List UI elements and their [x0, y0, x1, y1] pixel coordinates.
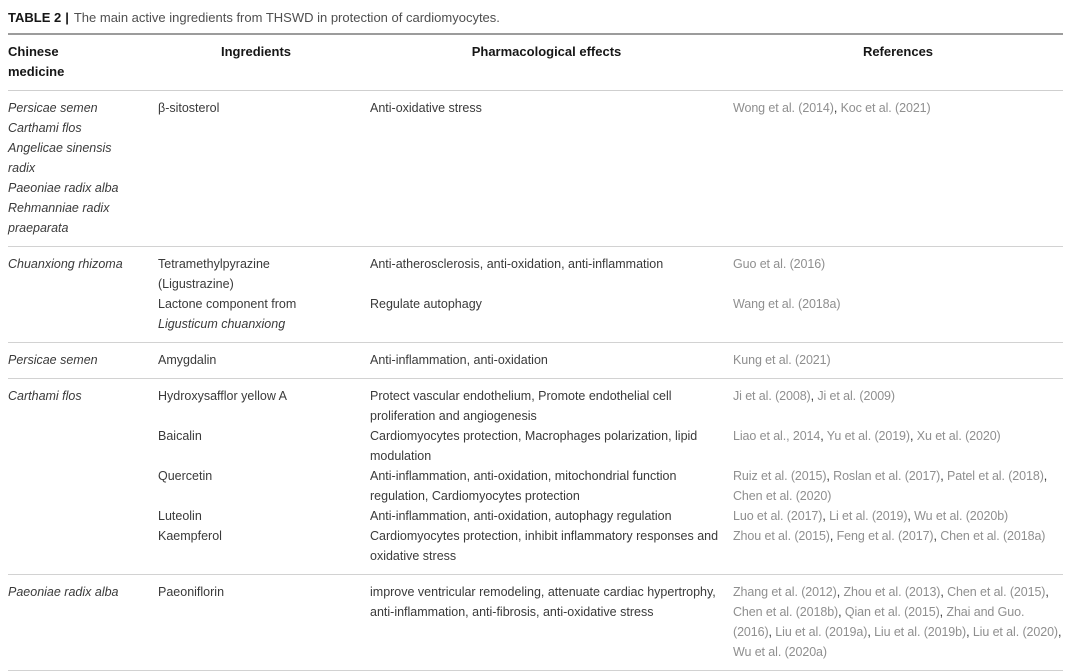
reference-link[interactable]: Zhou et al. (2015)	[733, 529, 830, 543]
reference-link[interactable]: Yu et al. (2019)	[826, 429, 910, 443]
chinese-medicine-name: Persicae semen	[8, 101, 98, 115]
column-header-references: References	[862, 44, 934, 59]
references-cell	[733, 426, 1063, 466]
ingredient-name-line: Tetramethylpyrazine	[158, 257, 270, 271]
reference-link[interactable]: Li et al. (2019)	[829, 509, 908, 523]
effects-cell: Anti-atherosclerosis, anti-oxidation, anti-inflammation	[370, 257, 664, 271]
ingredient-cell	[158, 294, 370, 334]
chinese-medicine-name: Carthami flos	[8, 389, 82, 403]
ingredient-entry	[158, 506, 1063, 526]
reference-link[interactable]: Zhou et al. (2013)	[843, 585, 941, 599]
ingredient-entries	[158, 98, 1063, 238]
chinese-medicine-cell	[8, 350, 158, 370]
ingredient-cell	[158, 426, 370, 466]
references-cell	[733, 98, 1063, 118]
ingredient-entry	[158, 466, 1063, 506]
table-body	[8, 91, 1063, 671]
references-cell	[733, 466, 1063, 506]
table-header-row	[8, 35, 1063, 91]
ingredient-name-line: Luteolin	[158, 509, 202, 523]
effects-cell: Cardiomyocytes protection, Macrophages polarization, lipid modulation	[370, 429, 698, 463]
ingredient-entries	[158, 386, 1063, 566]
reference-separator: ,	[822, 509, 830, 523]
ingredient-entry	[158, 294, 1063, 334]
effects-cell: Protect vascular endothelium, Promote endothelial cell proliferation and angiogenesis	[370, 389, 672, 423]
ingredient-name-line: Lactone component from	[158, 297, 297, 311]
effects-cell: Anti-oxidative stress	[370, 101, 482, 115]
reference-link[interactable]: Luo et al. (2017)	[733, 509, 823, 523]
reference-separator: ,	[1058, 625, 1062, 639]
ingredient-entry	[158, 98, 1063, 118]
references-cell	[733, 350, 1063, 370]
reference-link[interactable]: Wong et al. (2014)	[733, 101, 834, 115]
effects-cell: improve ventricular remodeling, attenuate cardiac hypertrophy, anti-inflammation, anti-fibrosis, anti-oxidative stress	[370, 585, 716, 619]
chinese-medicine-cell	[8, 254, 158, 334]
chinese-medicine-cell	[8, 582, 158, 662]
effects-cell: Regulate autophagy	[370, 297, 482, 311]
chinese-medicine-cell	[8, 386, 158, 566]
chinese-medicine-name: Chuanxiong rhizoma	[8, 257, 123, 271]
table-row	[8, 91, 1063, 247]
table-row	[8, 343, 1063, 379]
table-row	[8, 379, 1063, 575]
reference-separator: ,	[933, 529, 941, 543]
column-header-chinese-medicine-label: Chinese medicine	[8, 44, 65, 79]
reference-separator: ,	[836, 585, 844, 599]
reference-separator: ,	[829, 529, 837, 543]
reference-link[interactable]: Zhai and Guo. (2016)	[733, 605, 1025, 639]
ingredient-name-line: Ligusticum chuanxiong	[158, 317, 286, 331]
reference-link[interactable]: Qian et al. (2015)	[844, 605, 940, 619]
reference-link[interactable]: Chen et al. (2018a)	[940, 529, 1046, 543]
reference-link[interactable]: Guo et al. (2016)	[733, 257, 826, 271]
reference-separator: ,	[833, 101, 841, 115]
ingredient-entry	[158, 582, 1063, 662]
ingredient-entry	[158, 350, 1063, 370]
reference-link[interactable]: Wang et al. (2018a)	[733, 297, 841, 311]
reference-separator: ,	[810, 389, 818, 403]
effects-cell: Anti-inflammation, anti-oxidation	[370, 353, 548, 367]
reference-link[interactable]: Liu et al. (2019b)	[874, 625, 967, 639]
ingredient-name-line: Hydroxysafflor yellow A	[158, 389, 287, 403]
chinese-medicine-name: Rehmanniae radix praeparata	[8, 201, 110, 235]
ingredient-name-line: Quercetin	[158, 469, 213, 483]
ingredient-cell	[158, 386, 370, 426]
ingredient-cell	[158, 350, 370, 370]
reference-link[interactable]: Liu et al. (2019a)	[775, 625, 868, 639]
ingredient-name-line: Baicalin	[158, 429, 202, 443]
ingredient-entries	[158, 254, 1063, 334]
ingredient-cell	[158, 254, 370, 294]
chinese-medicine-name: Angelicae sinensis radix	[8, 141, 112, 175]
reference-separator: ,	[909, 429, 917, 443]
chinese-medicine-name: Paeoniae radix alba	[8, 181, 119, 195]
reference-link[interactable]: Wu et al. (2020a)	[733, 645, 827, 659]
reference-link[interactable]: Xu et al. (2020)	[916, 429, 1001, 443]
reference-separator: ,	[1045, 585, 1049, 599]
references-cell	[733, 386, 1063, 426]
ingredient-name-line: Paeoniflorin	[158, 585, 225, 599]
table-row	[8, 247, 1063, 343]
reference-link[interactable]: Ruiz et al. (2015)	[733, 469, 827, 483]
reference-separator: ,	[1043, 469, 1048, 483]
references-cell	[733, 254, 1063, 294]
references-cell	[733, 294, 1063, 334]
reference-link[interactable]: Kung et al. (2021)	[733, 353, 831, 367]
column-header-ingredients: Ingredients	[220, 44, 292, 59]
references-cell	[733, 582, 1063, 662]
reference-separator: ,	[966, 625, 973, 639]
ingredient-entry	[158, 254, 1063, 294]
ingredient-cell	[158, 98, 370, 118]
reference-link[interactable]: Chen et al. (2015)	[947, 585, 1046, 599]
ingredient-name-line: β-sitosterol	[158, 101, 220, 115]
caption-separator-bar: |	[65, 10, 69, 25]
ingredient-entries	[158, 350, 1063, 370]
reference-link[interactable]: Koc et al. (2021)	[840, 101, 931, 115]
ingredient-cell	[158, 466, 370, 506]
ingredient-entry	[158, 526, 1063, 566]
reference-link[interactable]: Ji et al. (2009)	[817, 389, 895, 403]
ingredient-entry	[158, 386, 1063, 426]
reference-link[interactable]: Wu et al. (2020b)	[914, 509, 1009, 523]
reference-link[interactable]: Ji et al. (2008)	[733, 389, 811, 403]
reference-separator: ,	[940, 585, 948, 599]
table-row	[8, 575, 1063, 671]
chinese-medicine-cell	[8, 98, 158, 238]
reference-link[interactable]: Chen et al. (2020)	[733, 489, 832, 503]
ingredient-name-line: Amygdalin	[158, 353, 217, 367]
column-header-pharmacological-effects: Pharmacological effects	[471, 44, 622, 59]
reference-separator: ,	[838, 605, 845, 619]
column-header-chinese-medicine	[8, 42, 158, 82]
effects-cell: Cardiomyocytes protection, inhibit inflammatory responses and oxidative stress	[370, 529, 719, 563]
reference-link[interactable]: Roslan et al. (2017)	[833, 469, 941, 483]
references-cell	[733, 506, 1063, 526]
ingredient-name-line: Kaempferol	[158, 529, 222, 543]
chinese-medicine-name: Paeoniae radix alba	[8, 585, 119, 599]
ingredient-cell	[158, 582, 370, 662]
reference-separator: ,	[826, 469, 834, 483]
chinese-medicine-name: Persicae semen	[8, 353, 98, 367]
reference-separator: ,	[907, 509, 915, 523]
reference-link[interactable]: Feng et al. (2017)	[836, 529, 934, 543]
reference-separator: ,	[939, 605, 947, 619]
reference-separator: ,	[940, 469, 947, 483]
ingredient-cell	[158, 506, 370, 526]
reference-separator: ,	[820, 429, 827, 443]
table-label: TABLE 2	[8, 10, 62, 25]
chinese-medicine-name: Carthami flos	[8, 121, 82, 135]
ingredient-name-line: (Ligustrazine)	[158, 277, 234, 291]
references-cell	[733, 526, 1063, 566]
ingredient-cell	[158, 526, 370, 566]
reference-link[interactable]: Chen et al. (2018b)	[733, 605, 839, 619]
reference-separator: ,	[768, 625, 776, 639]
reference-link[interactable]: Patel et al. (2018)	[946, 469, 1044, 483]
reference-separator: ,	[867, 625, 875, 639]
ingredient-entry	[158, 426, 1063, 466]
reference-link[interactable]: Liu et al. (2020)	[972, 625, 1058, 639]
reference-link[interactable]: Zhang et al. (2012)	[733, 585, 837, 599]
effects-cell: Anti-inflammation, anti-oxidation, mitochondrial function regulation, Cardiomyocytes protection	[370, 469, 677, 503]
reference-link[interactable]: Liao et al., 2014	[733, 429, 821, 443]
table-caption	[8, 0, 1063, 33]
ingredient-entries	[158, 582, 1063, 662]
caption-text: The main active ingredients from THSWD in protection of cardiomyocytes.	[73, 10, 500, 25]
effects-cell: Anti-inflammation, anti-oxidation, autophagy regulation	[370, 509, 672, 523]
